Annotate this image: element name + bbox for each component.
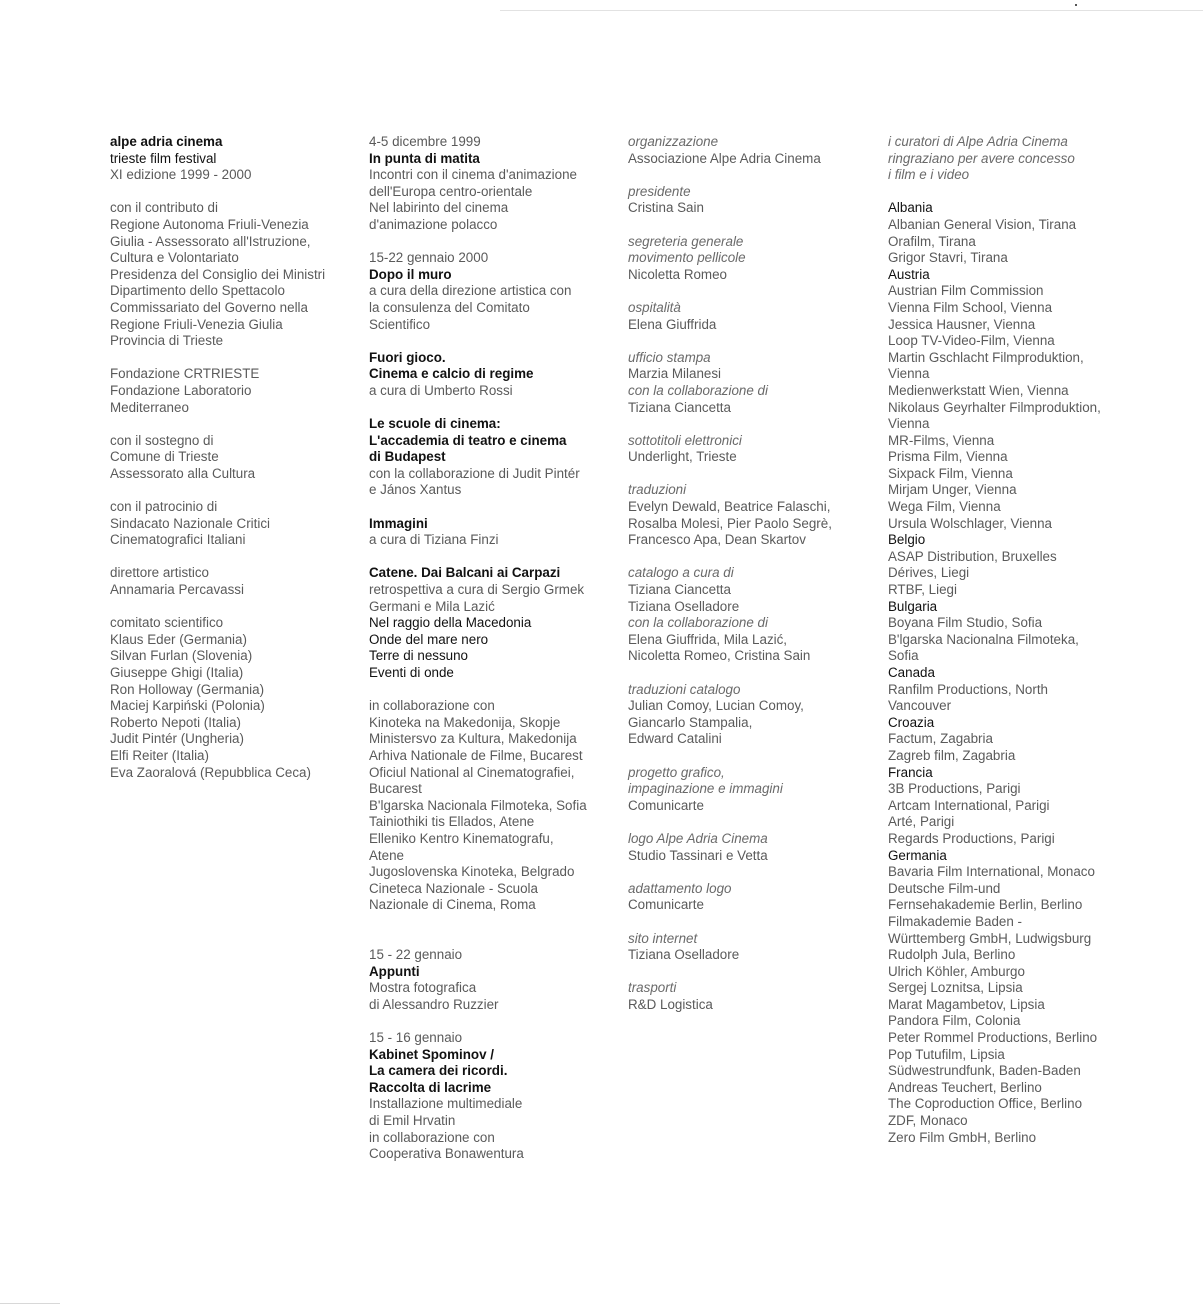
text-line: Sergej Loznitsa, Lipsia <box>888 980 1023 996</box>
section-heading: Croazia <box>888 714 935 730</box>
text-line: Comunicarte <box>628 897 704 913</box>
bold-heading: alpe adria cinema <box>110 134 223 149</box>
role-label: ufficio stampa <box>628 349 711 365</box>
spacer <box>628 748 868 765</box>
credits-column-thanks <box>888 134 1188 1146</box>
spacer <box>628 864 868 881</box>
text-line: Prisma Film, Vienna <box>888 449 1008 465</box>
spacer <box>110 416 350 433</box>
text-line: direttore artistico <box>110 565 209 581</box>
section-heading: Austria <box>888 266 930 282</box>
text-line: Medienwerkstatt Wien, Vienna <box>888 382 1069 398</box>
text-line: Bucarest <box>369 781 422 797</box>
text-line: Rudolph Jula, Berlino <box>888 947 1016 963</box>
section-heading: trieste film festival <box>110 150 217 166</box>
role-label: segreteria generale <box>628 233 744 249</box>
spacer <box>369 1013 609 1030</box>
text-line: con il contributo di <box>110 200 218 216</box>
role-label: sito internet <box>628 930 698 946</box>
text-line: con la collaborazione di Judit Pintér <box>369 465 580 481</box>
text-line: Ministersvo za Kultura, Makedonija <box>369 731 577 747</box>
bold-heading: Dopo il muro <box>369 266 452 282</box>
text-line: Underlight, Trieste <box>628 449 737 465</box>
text-line: Giuseppe Ghigi (Italia) <box>110 665 244 680</box>
spacer <box>628 914 868 931</box>
text-line: Cultura e Volontariato <box>110 250 239 266</box>
credits-column-program <box>369 134 609 1163</box>
text-line: di Emil Hrvatin <box>369 1113 456 1129</box>
text-line: Fondazione Laboratorio <box>110 382 252 398</box>
text-line: Elena Giuffrida <box>628 316 717 332</box>
section-heading: Nel raggio della Macedonia <box>369 615 532 631</box>
section-heading: Eventi di onde <box>369 665 454 680</box>
text-line: Ron Holloway (Germania) <box>110 681 265 697</box>
credits-column-staff <box>628 134 868 1013</box>
text-line: Artcam International, Parigi <box>888 797 1050 813</box>
text-line: Edward Catalini <box>628 731 722 747</box>
bold-heading: Appunti <box>369 963 420 979</box>
text-line: Roberto Nepoti (Italia) <box>110 714 241 730</box>
text-line: Regione Friuli-Venezia Giulia <box>110 316 283 332</box>
text-line: d'animazione polacco <box>369 216 498 232</box>
text-line: Julian Comoy, Lucian Comoy, <box>628 698 804 714</box>
text-line: Factum, Zagabria <box>888 731 993 747</box>
text-line: Assessorato alla Cultura <box>110 465 256 481</box>
text-line: a cura di Tiziana Finzi <box>369 532 499 548</box>
text-line: Martin Gschlacht Filmproduktion, <box>888 349 1084 365</box>
role-label: i curatori di Alpe Adria Cinema <box>888 134 1068 149</box>
spacer <box>628 549 868 566</box>
role-label: con la collaborazione di <box>628 382 768 398</box>
text-line: 4-5 dicembre 1999 <box>369 134 481 149</box>
role-label: movimento pellicole <box>628 250 746 266</box>
text-line: Fondazione CRTRIESTE <box>110 366 260 382</box>
text-line: Jessica Hausner, Vienna <box>888 316 1036 332</box>
text-line: Tiziana Oselladore <box>628 947 740 963</box>
text-line: Sixpack Film, Vienna <box>888 465 1013 481</box>
text-line: Cooperativa Bonawentura <box>369 1146 524 1162</box>
text-line: Pandora Film, Colonia <box>888 1013 1021 1029</box>
text-line: Elena Giuffrida, Mila Lazić, <box>628 631 788 647</box>
scan-speck <box>1075 4 1077 6</box>
text-line: a cura della direzione artistica con <box>369 283 572 299</box>
spacer <box>628 814 868 831</box>
text-line: Silvan Furlan (Slovenia) <box>110 648 253 664</box>
text-line: Regione Autonoma Friuli-Venezia <box>110 216 309 232</box>
text-line: retrospettiva a cura di Sergio Grmek <box>369 582 585 598</box>
text-line: Tiziana Oselladore <box>628 598 740 614</box>
spacer <box>628 333 868 350</box>
role-label: trasporti <box>628 980 677 996</box>
text-line: Pop Tutufilm, Lipsia <box>888 1046 1005 1062</box>
text-line: XI edizione 1999 - 2000 <box>110 167 252 183</box>
text-line: Nicoletta Romeo, Cristina Sain <box>628 648 811 664</box>
text-line: Scientifico <box>369 316 431 332</box>
text-line: 15 - 16 gennaio <box>369 1030 463 1046</box>
text-line: Andreas Teuchert, Berlino <box>888 1079 1042 1095</box>
text-line: Mostra fotografica <box>369 980 477 996</box>
spacer <box>110 549 350 566</box>
role-label: ospitalità <box>628 299 681 315</box>
text-line: la consulenza del Comitato <box>369 299 530 315</box>
text-line: Tainiothiki tis Ellados, Atene <box>369 814 535 830</box>
text-line: Francesco Apa, Dean Skartov <box>628 532 806 548</box>
text-line: comitato scientifico <box>110 615 224 631</box>
spacer <box>628 665 868 682</box>
text-line: Jugoslovenska Kinoteka, Belgrado <box>369 864 575 880</box>
text-line: Vienna <box>888 366 930 382</box>
text-line: Arté, Parigi <box>888 814 955 830</box>
text-line: Wega Film, Vienna <box>888 499 1001 515</box>
text-line: Mediterraneo <box>110 399 189 415</box>
text-line: Arhiva Nationale de Filme, Bucarest <box>369 747 583 763</box>
text-line: 15-22 gennaio 2000 <box>369 250 489 266</box>
spacer <box>628 167 868 184</box>
text-line: Nikolaus Geyrhalter Filmproduktion, <box>888 399 1101 415</box>
bold-heading: Raccolta di lacrime <box>369 1079 492 1095</box>
section-heading: Canada <box>888 665 935 680</box>
text-line: Cristina Sain <box>628 200 704 216</box>
text-line: Installazione multimediale <box>369 1096 523 1112</box>
section-heading: Francia <box>888 764 933 780</box>
scan-edge-line <box>500 10 1203 11</box>
role-label: ringraziano per avere concesso <box>888 150 1075 166</box>
text-line: Albanian General Vision, Tirana <box>888 216 1077 232</box>
spacer <box>369 234 609 251</box>
text-line: Regards Productions, Parigi <box>888 830 1055 846</box>
text-line: Rosalba Molesi, Pier Paolo Segrè, <box>628 515 832 531</box>
text-line: Comune di Trieste <box>110 449 219 465</box>
bold-heading: La camera dei ricordi. <box>369 1063 508 1079</box>
text-line: Atene <box>369 847 404 863</box>
text-line: Presidenza del Consiglio dei Ministri <box>110 266 326 282</box>
spacer <box>110 184 350 201</box>
bold-heading: Le scuole di cinema: <box>369 416 501 432</box>
text-line: Commissariato del Governo nella <box>110 299 308 315</box>
text-line: Loop TV-Video-Film, Vienna <box>888 333 1055 349</box>
text-line: Nazionale di Cinema, Roma <box>369 897 536 913</box>
text-line: Zero Film GmbH, Berlino <box>888 1129 1037 1145</box>
text-line: Incontri con il cinema d'animazione <box>369 167 577 183</box>
role-label: logo Alpe Adria Cinema <box>628 830 768 846</box>
spacer <box>888 184 1188 201</box>
text-line: Comunicarte <box>628 797 704 813</box>
role-label: presidente <box>628 183 691 199</box>
text-line: Elleniko Kentro Kinematografu, <box>369 830 554 846</box>
text-line: Orafilm, Tirana <box>888 233 976 249</box>
section-heading: Germania <box>888 847 947 863</box>
spacer <box>628 416 868 433</box>
text-line: Sindacato Nazionale Critici <box>110 515 271 531</box>
text-line: Cineteca Nazionale - Scuola <box>369 880 538 896</box>
bold-heading: L'accademia di teatro e cinema <box>369 432 567 448</box>
text-line: Tiziana Ciancetta <box>628 399 731 415</box>
spacer <box>628 466 868 483</box>
section-heading: Albania <box>888 200 933 216</box>
spacer <box>369 499 609 516</box>
text-line: Elfi Reiter (Italia) <box>110 747 209 763</box>
text-line: Ranfilm Productions, North <box>888 681 1049 697</box>
role-label: i film e i video <box>888 167 970 183</box>
text-line: Evelyn Dewald, Beatrice Falaschi, <box>628 499 831 515</box>
text-line: a cura di Umberto Rossi <box>369 382 513 398</box>
spacer <box>369 400 609 417</box>
text-line: Mirjam Unger, Vienna <box>888 482 1017 498</box>
role-label: traduzioni catalogo <box>628 681 741 697</box>
text-line: Sofia <box>888 648 919 664</box>
spacer <box>369 914 609 947</box>
text-line: 15 - 22 gennaio <box>369 947 463 963</box>
text-line: Giancarlo Stampalia, <box>628 714 753 730</box>
bold-heading: di Budapest <box>369 449 446 465</box>
spacer <box>110 350 350 367</box>
text-line: Ursula Wolschlager, Vienna <box>888 515 1053 531</box>
text-line: Boyana Film Studio, Sofia <box>888 615 1043 631</box>
spacer <box>110 599 350 616</box>
spacer <box>628 964 868 981</box>
spacer <box>110 482 350 499</box>
text-line: B'lgarska Nacionalna Filmoteka, <box>888 631 1079 647</box>
section-heading: Belgio <box>888 532 926 548</box>
text-line: Eva Zaoralová (Repubblica Ceca) <box>110 764 311 780</box>
text-line: Judit Pintér (Ungheria) <box>110 731 244 747</box>
text-line: Vienna Film School, Vienna <box>888 299 1053 315</box>
text-line: Zagreb film, Zagabria <box>888 747 1016 763</box>
section-heading: Bulgaria <box>888 598 938 614</box>
text-line: Filmakademie Baden - <box>888 913 1022 929</box>
text-line: Deutsche Film-und <box>888 880 1001 896</box>
text-line: Studio Tassinari e Vetta <box>628 847 768 863</box>
text-line: 3B Productions, Parigi <box>888 781 1021 797</box>
bold-heading: Catene. Dai Balcani ai Carpazi <box>369 565 561 581</box>
text-line: in collaborazione con <box>369 1129 495 1145</box>
bold-heading: Fuori gioco. <box>369 349 446 365</box>
text-line: di Alessandro Ruzzier <box>369 996 499 1012</box>
section-heading: Terre di nessuno <box>369 648 468 664</box>
role-label: impaginazione e immagini <box>628 781 783 797</box>
text-line: B'lgarska Nacionala Filmoteka, Sofia <box>369 797 587 813</box>
spacer <box>628 283 868 300</box>
text-line: Provincia di Trieste <box>110 333 224 349</box>
text-line: in collaborazione con <box>369 698 495 714</box>
text-line: e János Xantus <box>369 482 462 498</box>
text-line: ZDF, Monaco <box>888 1113 968 1129</box>
text-line: Giulia - Assessorato all'Istruzione, <box>110 233 311 249</box>
text-line: Nicoletta Romeo <box>628 266 727 282</box>
text-line: ASAP Distribution, Bruxelles <box>888 548 1057 564</box>
text-line: Kinoteka na Makedonija, Skopje <box>369 714 561 730</box>
text-line: Vancouver <box>888 698 952 714</box>
text-line: Nel labirinto del cinema <box>369 200 509 216</box>
scan-edge-line-bottom <box>0 1303 60 1304</box>
text-line: Grigor Stavri, Tirana <box>888 250 1008 266</box>
text-line: Tiziana Ciancetta <box>628 582 731 598</box>
section-heading: Onde del mare nero <box>369 631 489 647</box>
role-label: con la collaborazione di <box>628 615 768 631</box>
text-line: Südwestrundfunk, Baden-Baden <box>888 1063 1081 1079</box>
text-line: Marat Magambetov, Lipsia <box>888 996 1045 1012</box>
spacer <box>369 333 609 350</box>
role-label: traduzioni <box>628 482 687 498</box>
role-label: sottotitoli elettronici <box>628 432 742 448</box>
spacer <box>369 549 609 566</box>
text-line: con il patrocinio di <box>110 499 218 515</box>
text-line: Ulrich Köhler, Amburgo <box>888 963 1025 979</box>
bold-heading: In punta di matita <box>369 150 480 166</box>
role-label: catalogo a cura di <box>628 565 734 581</box>
text-line: Fernsehakademie Berlin, Berlino <box>888 897 1083 913</box>
text-line: Württemberg GmbH, Ludwigsburg <box>888 930 1092 946</box>
text-line: R&D Logistica <box>628 996 713 1012</box>
role-label: progetto grafico, <box>628 764 725 780</box>
text-line: Dipartimento dello Spettacolo <box>110 283 285 299</box>
text-line: Associazione Alpe Adria Cinema <box>628 150 821 166</box>
text-line: Oficiul National al Cinematografiei, <box>369 764 575 780</box>
text-line: Maciej Karpiński (Polonia) <box>110 698 265 714</box>
text-line: Klaus Eder (Germania) <box>110 631 247 647</box>
spacer <box>369 682 609 699</box>
text-line: Vienna <box>888 416 930 432</box>
text-line: Cinematografici Italiani <box>110 532 246 548</box>
text-line: RTBF, Liegi <box>888 582 957 598</box>
text-line: Germani e Mila Lazić <box>369 598 495 614</box>
text-line: Austrian Film Commission <box>888 283 1044 299</box>
text-line: Dérives, Liegi <box>888 565 970 581</box>
text-line: Peter Rommel Productions, Berlino <box>888 1030 1098 1046</box>
text-line: MR-Films, Vienna <box>888 432 995 448</box>
bold-heading: Cinema e calcio di regime <box>369 366 534 382</box>
role-label: organizzazione <box>628 134 719 149</box>
spacer <box>628 217 868 234</box>
text-line: Marzia Milanesi <box>628 366 722 382</box>
text-line: con il sostegno di <box>110 432 214 448</box>
text-line: Annamaria Percavassi <box>110 582 244 598</box>
text-line: Bavaria Film International, Monaco <box>888 864 1095 880</box>
role-label: adattamento logo <box>628 880 732 896</box>
text-line: dell'Europa centro-orientale <box>369 183 533 199</box>
bold-heading: Kabinet Spominov / <box>369 1046 494 1062</box>
bold-heading: Immagini <box>369 515 428 531</box>
text-line: The Coproduction Office, Berlino <box>888 1096 1083 1112</box>
credits-column-festival <box>110 134 350 781</box>
